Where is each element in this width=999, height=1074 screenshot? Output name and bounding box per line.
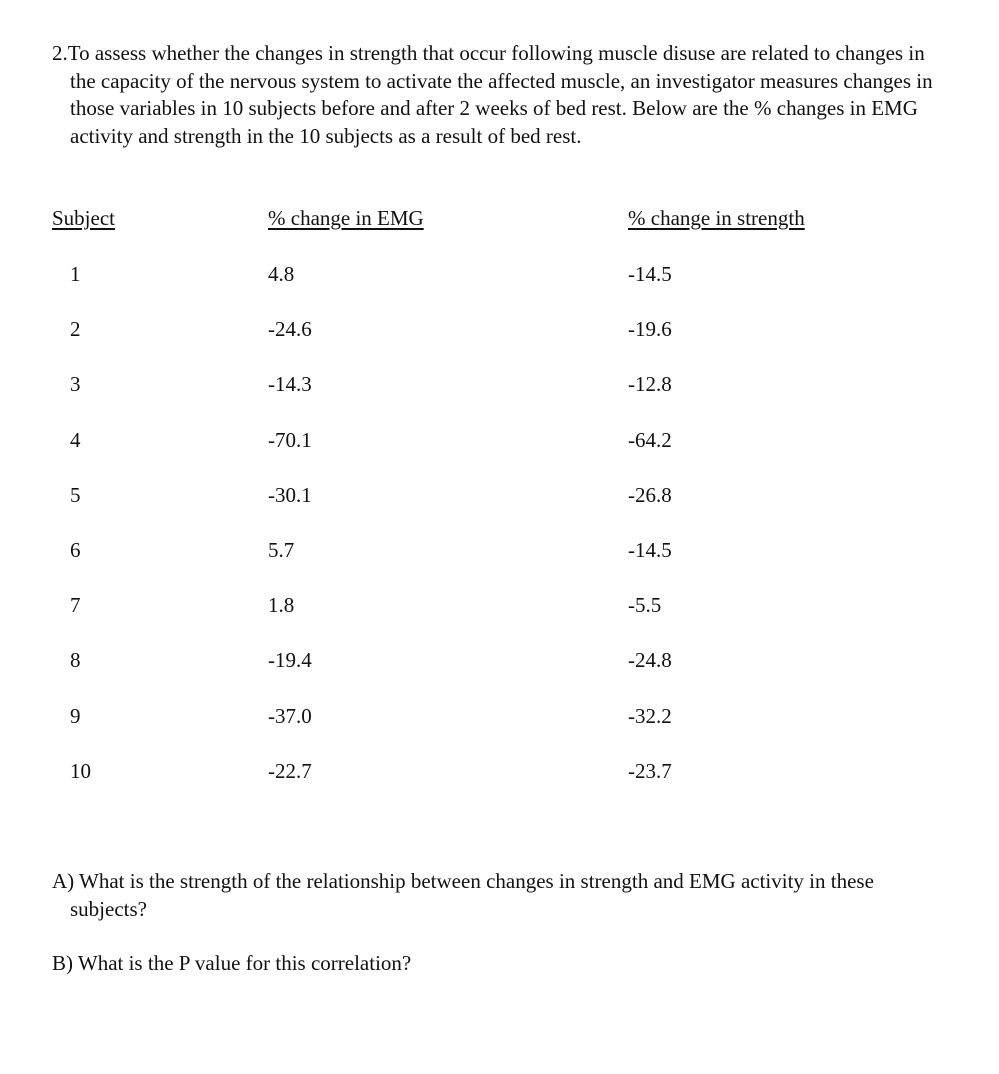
emg-cell: 5.7 [268,538,295,562]
emg-cell: -30.1 [268,483,312,507]
subject-cell: 2 [70,317,81,341]
header-subject: Subject [52,206,115,230]
subject-cell: 1 [70,262,81,286]
emg-cell: -22.7 [268,759,312,783]
emg-cell: -19.4 [268,648,312,672]
strength-cell: -14.5 [628,538,672,562]
subject-cell: 7 [70,593,81,617]
subject-cell: 8 [70,648,81,672]
subject-cell: 9 [70,704,81,728]
sub-question-a: A) What is the strength of the relationship between changes in strength and EMG activity in these subjects? [52,869,874,921]
emg-cell: -37.0 [268,704,312,728]
strength-cell: -14.5 [628,262,672,286]
strength-cell: -32.2 [628,704,672,728]
sub-question-b: B) What is the P value for this correlation? [52,951,412,975]
strength-cell: -12.8 [628,372,672,396]
strength-cell: -23.7 [628,759,672,783]
emg-cell: 4.8 [268,262,295,286]
subject-cell: 6 [70,538,81,562]
emg-cell: -14.3 [268,372,312,396]
subject-cell: 3 [70,372,81,396]
strength-cell: -24.8 [628,648,672,672]
strength-cell: -19.6 [628,317,672,341]
header-emg: % change in EMG [268,206,424,230]
question-text: 2.To assess whether the changes in strength that occur following muscle disuse are related to changes in the capacity of the nervous system to activate the affected muscle, an investigator measures changes in those variables in 10 subjects before and after 2 weeks of bed rest. Below are the % changes in EMG activity and strength in the 10 subjects as a result of bed rest. [52,41,933,148]
subject-cell: 4 [70,428,81,452]
subject-cell: 5 [70,483,81,507]
subject-cell: 10 [70,759,91,783]
emg-cell: -70.1 [268,428,312,452]
emg-cell: 1.8 [268,593,295,617]
strength-cell: -5.5 [628,593,662,617]
emg-cell: -24.6 [268,317,312,341]
header-strength: % change in strength [628,206,805,230]
strength-cell: -64.2 [628,428,672,452]
strength-cell: -26.8 [628,483,672,507]
